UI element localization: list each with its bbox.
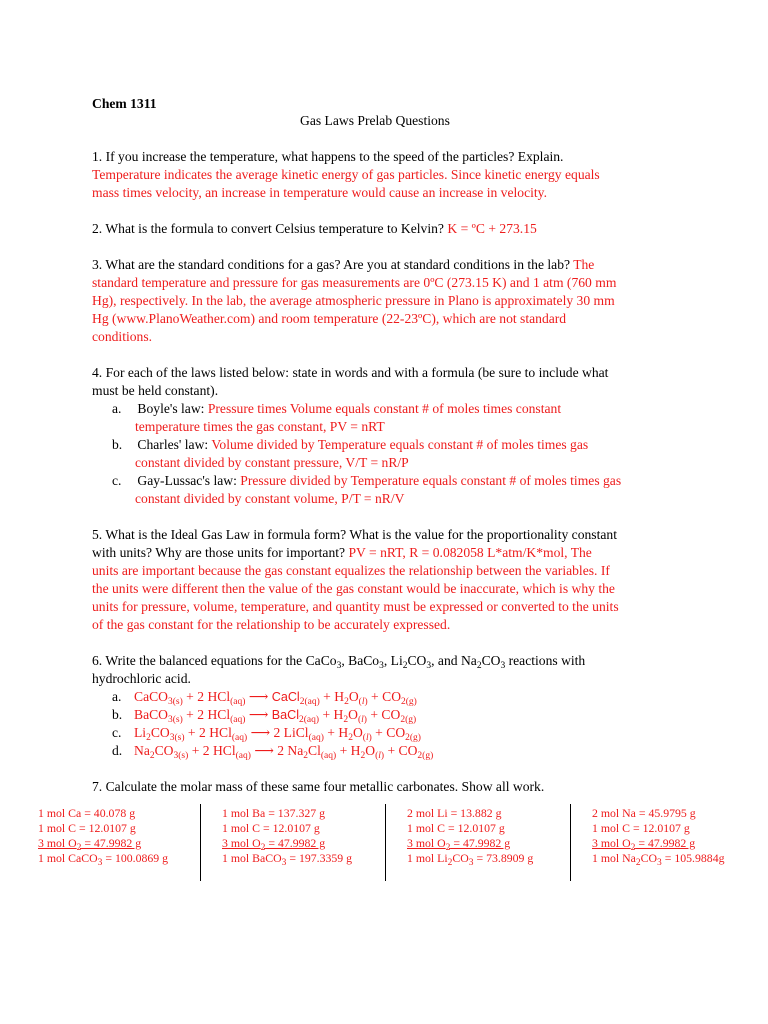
list-marker: c. xyxy=(112,725,122,740)
q2-answer: K = ºC + 273.15 xyxy=(447,221,537,236)
equation-d: d. $Na_2CO_{3(s)} + 2$ HCl$_{(aq)}$ ⟶ 2 $Na_2Cl_{(aq)} + H_2O_{(l)} + CO_{2(g)}$ xyxy=(112,743,434,761)
column-divider xyxy=(570,804,571,881)
law-answer: Volume divided by Temperature equals constant # of moles times gas xyxy=(211,437,589,452)
q3-answer-line: Hg), respectively. In the lab, the average atmospheric pressure in Plano is approximately 30 mm xyxy=(92,293,615,308)
q1-question: 1. If you increase the temperature, what happens to the speed of the particles? Explain. xyxy=(92,149,564,164)
equation-c: c. $Li_2CO_{3(s)} + 2$ HCl$_{(aq)}$ ⟶ 2 LiCl$_{(aq)}$ + $H_2O_{(l)} + CO_{2(g)}$ xyxy=(112,725,421,743)
course-label: Chem 1311 xyxy=(92,96,157,111)
q5-answer-line: units are important because the gas constant equalizes the relationship between the variables. If xyxy=(92,563,610,578)
law-name: Gay-Lussac's law: xyxy=(137,473,237,488)
law-name: Charles' law: xyxy=(137,437,209,452)
law-answer: Pressure divided by Temperature equals constant # of moles times gas xyxy=(240,473,622,488)
law-answer-cont: constant divided by constant pressure, V/T = nR/P xyxy=(135,455,409,470)
q4-question-line: must be held constant). xyxy=(92,383,219,398)
q1-answer-line: mass times velocity, an increase in temperature would cause an increase in velocity. xyxy=(92,185,547,200)
law-answer: Pressure times Volume equals constant # of moles times constant xyxy=(207,401,562,416)
q3-question: 3. What are the standard conditions for a gas? Are you at standard conditions in the lab? xyxy=(92,257,571,272)
molar-mass-column-li2co3: 2 mol Li = 13.882 g 1 mol C = 12.0107 g 3 mol $O_2 = 47.9982$ g 1 mol $Li_2CO_3 = 73.8909$ g xyxy=(407,806,534,868)
molar-mass-column-na2co3: 2 mol Na = 45.9795 g 1 mol C = 12.0107 g 3 mol $O_2 = 47.9982$ g 1 mol $Na_2CO_3 = 105.9884g$ xyxy=(592,806,725,868)
q4-question-line: 4. For each of the laws listed below: state in words and with a formula (be sure to include what xyxy=(92,365,609,380)
list-marker: b. xyxy=(112,707,123,722)
q4-item-charles xyxy=(112,436,588,454)
q2-question: 2. What is the formula to convert Celsius temperature to Kelvin? xyxy=(92,221,444,236)
column-divider xyxy=(200,804,201,881)
list-marker: a. xyxy=(112,401,122,416)
q4-item-boyle xyxy=(112,400,561,418)
q5-answer-line: of the gas constant for the relationship to be accurately expressed. xyxy=(92,617,451,632)
q5-question-line: with units? Why are those units for important? xyxy=(92,545,346,560)
q3-answer-line: standard temperature and pressure for gas measurements are 0ºC (273.15 K) and 1 atm (760 mm xyxy=(92,275,617,290)
q5-answer-line: units for pressure, volume, temperature, and quantity must be expressed or converted to the units xyxy=(92,599,619,614)
molar-mass-column-baco3: 1 mol Ba = 137.327 g 1 mol C = 12.0107 g 3 mol $O_2 = 47.9982$ g 1 mol BaCO$_3$ = 197.3359 g xyxy=(222,806,353,868)
q6-question-line: hydrochloric acid. xyxy=(92,671,191,686)
q5-answer-line: the units were different then the value of the gas constant would be inaccurate, which is why the xyxy=(92,581,615,596)
q6-question-line: 6. Write the balanced equations for the CaCo$_3$, BaCo$_3$, $Li_2CO_3$, and $Na_2CO_3$ reactions with xyxy=(92,653,586,671)
q4-item-gay-lussac xyxy=(112,472,621,490)
q3-answer-line: conditions. xyxy=(92,329,153,344)
law-answer-cont: constant divided by constant volume, P/T = nR/V xyxy=(135,491,405,506)
q1-answer-line: Temperature indicates the average kinetic energy of gas particles. Since kinetic energy equals xyxy=(92,167,600,182)
law-answer-cont: temperature times the gas constant, PV = nRT xyxy=(135,419,385,434)
list-marker: a. xyxy=(112,689,122,704)
list-marker: c. xyxy=(112,473,122,488)
q3-answer-start: The xyxy=(573,257,595,272)
q7-question: 7. Calculate the molar mass of these same four metallic carbonates. Show all work. xyxy=(92,779,545,794)
molar-mass-column-caco3: 1 mol Ca = 40.078 g 1 mol C = 12.0107 g 3 mol $O_2 = 47.9982$ g 1 mol CaCO$_3$ = 100.0869 g xyxy=(38,806,169,868)
page-title: Gas Laws Prelab Questions xyxy=(300,113,450,128)
law-name: Boyle's law: xyxy=(137,401,205,416)
list-marker: d. xyxy=(112,743,123,758)
equation-b: b. BaCO$_{3(s)}$ + 2 HCl$_{(aq)}$ ⟶ BaCl$_{2(aq)}$ + $H_2O_{(l)} + CO_{2(g)}$ xyxy=(112,707,417,725)
q3-line xyxy=(92,256,594,274)
q5-line xyxy=(92,544,592,562)
column-divider xyxy=(385,804,386,881)
equation-a: a. CaCO$_{3(s)}$ + 2 HCl$_{(aq)}$ ⟶ CaCl$_{2(aq)}$ + $H_2O_{(l)} + CO_{2(g)}$ xyxy=(112,689,417,707)
q5-question-line: 5. What is the Ideal Gas Law in formula form? What is the value for the proportionality constant xyxy=(92,527,617,542)
q5-answer-start: PV = nRT, R = 0.082058 L*atm/K*mol, The xyxy=(348,545,592,560)
list-marker: b. xyxy=(112,437,123,452)
q2-line xyxy=(92,220,537,238)
q3-answer-line: Hg (www.PlanoWeather.com) and room temperature (22-23ºC), which are not standard xyxy=(92,311,567,326)
